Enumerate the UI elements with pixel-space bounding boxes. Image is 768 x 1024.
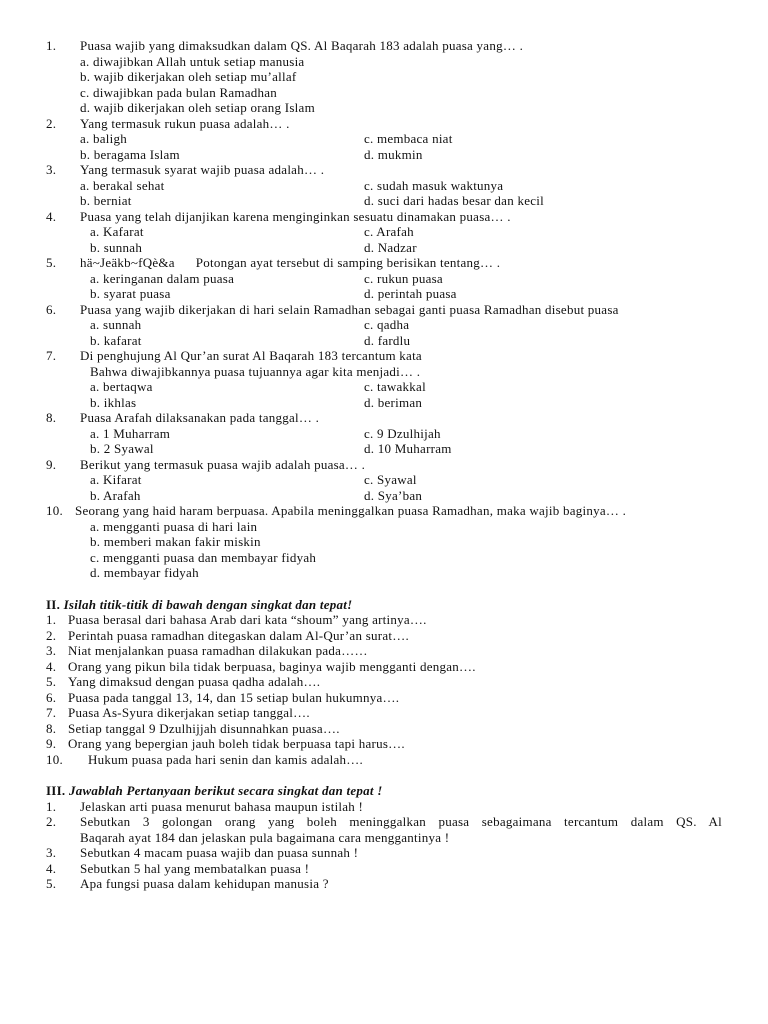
- question-number: 4.: [46, 208, 57, 224]
- question-3: [0, 162, 768, 178]
- question-text: Puasa wajib yang dimaksudkan dalam QS. Al Baqarah 183 adalah puasa yang… .: [80, 38, 524, 53]
- option: d. mukmin: [364, 146, 423, 162]
- question-4: [0, 209, 768, 225]
- option: b. memberi makan fakir miskin: [90, 534, 261, 549]
- item-text: Puasa berasal dari bahasa Arab dari kata “shoum” yang artinya….: [68, 612, 427, 627]
- question-text: Puasa yang wajib dikerjakan di hari selain Ramadhan sebagai ganti puasa Ramadhan disebut puasa: [80, 301, 619, 317]
- option: a. sunnah: [90, 317, 142, 332]
- fill-item: [0, 721, 768, 737]
- item-text: Puasa As-Syura dikerjakan setiap tanggal….: [68, 705, 310, 720]
- question-text: Seorang yang haid haram berpuasa. Apabila meninggalkan puasa Ramadhan, maka wajib baginya… .: [75, 503, 627, 518]
- item-number: 5.: [46, 674, 57, 689]
- question-text: Yang termasuk syarat wajib puasa adalah… .: [80, 162, 325, 177]
- question-text: Berikut yang termasuk puasa wajib adalah puasa… .: [80, 456, 366, 472]
- option: c. qadha: [364, 317, 410, 332]
- section-title: Jawablah Pertanyaan berikut secara singkat dan tepat !: [68, 783, 383, 798]
- option: c. sudah masuk waktunya: [364, 177, 504, 193]
- item-text: Sebutkan 5 hal yang membatalkan puasa !: [80, 860, 310, 876]
- option: b. ikhlas: [90, 394, 137, 410]
- fill-item: [0, 690, 768, 706]
- question-8: [0, 410, 768, 426]
- option: b. sunnah: [90, 239, 143, 255]
- option: a. mengganti puasa di hari lain: [90, 518, 258, 534]
- section-label: III.: [46, 783, 66, 798]
- section-2-heading: [0, 597, 768, 613]
- option: b. syarat puasa: [90, 286, 171, 301]
- item-number: 10.: [46, 751, 63, 767]
- item-number: 4.: [46, 658, 57, 674]
- option: d. Sya’ban: [364, 487, 423, 503]
- question-7: [0, 348, 768, 364]
- option: c. tawakkal: [364, 379, 426, 394]
- essay-item: [0, 814, 768, 830]
- essay-item: [0, 845, 768, 861]
- question-number: 9.: [46, 456, 57, 472]
- item-text: Yang dimaksud dengan puasa qadha adalah….: [68, 674, 321, 689]
- option: d. membayar fidyah: [90, 565, 199, 580]
- item-text: Orang yang bepergian jauh boleh tidak berpuasa tapi harus….: [68, 736, 405, 751]
- item-number: 3.: [46, 643, 57, 658]
- question-number: 5.: [46, 255, 57, 270]
- fill-item: [0, 612, 768, 628]
- option: c. 9 Dzulhijah: [364, 425, 441, 441]
- question-text: Yang termasuk rukun puasa adalah… .: [80, 115, 290, 131]
- question-number: 2.: [46, 115, 57, 131]
- item-number: 6.: [46, 689, 57, 705]
- item-text: Apa fungsi puasa dalam kehidupan manusia ?: [80, 876, 329, 891]
- section-3-heading: [0, 783, 768, 799]
- option: b. Arafah: [90, 487, 141, 503]
- question-number: 6.: [46, 301, 57, 317]
- option: c. membaca niat: [364, 131, 453, 146]
- item-number: 1.: [46, 612, 57, 627]
- option: d. wajib dikerjakan oleh setiap orang Islam: [80, 100, 315, 115]
- item-text: Hukum puasa pada hari senin dan kamis adalah….: [88, 751, 364, 767]
- fill-item: [0, 628, 768, 644]
- option: a. 1 Muharram: [90, 425, 171, 441]
- essay-item: [0, 861, 768, 877]
- option: d. 10 Muharram: [364, 441, 452, 456]
- fill-item: [0, 674, 768, 690]
- item-number: 9.: [46, 736, 57, 751]
- fill-item: [0, 643, 768, 659]
- item-text: Sebutkan 3 golongan orang yang boleh meninggalkan puasa sebagaimana tercantum dalam QS. Al: [80, 814, 722, 829]
- essay-item: [0, 799, 768, 815]
- option: b. 2 Syawal: [90, 441, 154, 456]
- fill-item: [0, 705, 768, 721]
- worksheet-page: [0, 38, 768, 892]
- question-number: 3.: [46, 162, 57, 177]
- option: b. beragama Islam: [80, 146, 180, 162]
- question-2: [0, 116, 768, 132]
- option: a. Kafarat: [90, 224, 144, 239]
- option: a. keringanan dalam puasa: [90, 270, 235, 286]
- option: a. baligh: [80, 131, 128, 146]
- option: d. fardlu: [364, 332, 411, 348]
- option: d. beriman: [364, 394, 423, 410]
- item-number: 2.: [46, 814, 57, 829]
- question-text: Puasa Arafah dilaksanakan pada tanggal… .: [80, 410, 320, 425]
- option: b. kafarat: [90, 332, 142, 348]
- option: c. Syawal: [364, 472, 417, 487]
- item-number: 8.: [46, 720, 57, 736]
- question-subtext: Bahwa diwajibkannya puasa tujuannya agar kita menjadi… .: [90, 363, 421, 379]
- question-number: 1.: [46, 38, 57, 53]
- option: c. Arafah: [364, 224, 414, 239]
- option: a. berakal sehat: [80, 177, 165, 193]
- question-number: 8.: [46, 410, 57, 425]
- section-title: Isilah titik-titik di bawah dengan singkat dan tepat!: [63, 596, 353, 612]
- item-text: Sebutkan 4 macam puasa wajib dan puasa sunnah !: [80, 845, 359, 860]
- question-10: [0, 503, 768, 519]
- item-text: Setiap tanggal 9 Dzulhijjah disunnahkan puasa….: [68, 720, 340, 736]
- question-number: 7.: [46, 348, 57, 363]
- question-9: [0, 457, 768, 473]
- item-number: 1.: [46, 798, 57, 814]
- section-label: II.: [46, 596, 61, 612]
- item-number: 3.: [46, 845, 57, 860]
- question-6: [0, 302, 768, 318]
- item-number: 7.: [46, 705, 57, 720]
- option: b. wajib dikerjakan oleh setiap mu’allaf: [80, 69, 297, 84]
- question-1: [0, 38, 768, 54]
- item-text: Puasa pada tanggal 13, 14, dan 15 setiap bulan hukumnya….: [68, 689, 400, 705]
- question-text: Di penghujung Al Qur’an surat Al Baqarah 183 tercantum kata: [80, 348, 422, 363]
- item-number: 2.: [46, 627, 57, 643]
- option: c. rukun puasa: [364, 270, 443, 286]
- option: d. perintah puasa: [364, 286, 457, 301]
- question-text: Puasa yang telah dijanjikan karena menginginkan sesuatu dinamakan puasa… .: [80, 208, 511, 224]
- option: c. mengganti puasa dan membayar fidyah: [90, 549, 317, 565]
- question-5: [0, 255, 768, 271]
- item-text-continued: Baqarah ayat 184 dan jelaskan pula bagaimana cara menggantinya !: [80, 829, 450, 845]
- item-number: 4.: [46, 860, 57, 876]
- essay-item: [0, 876, 768, 892]
- question-text: hä~Jeäkb~fQè&a Potongan ayat tersebut di samping berisikan tentang… .: [80, 255, 501, 270]
- item-text: Orang yang pikun bila tidak berpuasa, baginya wajib mengganti dengan….: [68, 658, 476, 674]
- option: d. Nadzar: [364, 239, 417, 255]
- item-text: Perintah puasa ramadhan ditegaskan dalam Al-Qur’an surat….: [68, 627, 409, 643]
- fill-item: [0, 659, 768, 675]
- question-number: 10.: [46, 503, 63, 518]
- item-text: Jelaskan arti puasa menurut bahasa maupun istilah !: [80, 798, 364, 814]
- option: b. berniat: [80, 193, 132, 208]
- fill-item: [0, 736, 768, 752]
- item-number: 5.: [46, 876, 57, 891]
- option: a. diwajibkan Allah untuk setiap manusia: [80, 53, 305, 69]
- option: a. bertaqwa: [90, 379, 153, 394]
- option: a. Kifarat: [90, 472, 142, 487]
- fill-item: [0, 752, 768, 768]
- option: d. suci dari hadas besar dan kecil: [364, 193, 544, 208]
- option: c. diwajibkan pada bulan Ramadhan: [80, 84, 278, 100]
- item-text: Niat menjalankan puasa ramadhan dilakukan pada……: [68, 643, 368, 658]
